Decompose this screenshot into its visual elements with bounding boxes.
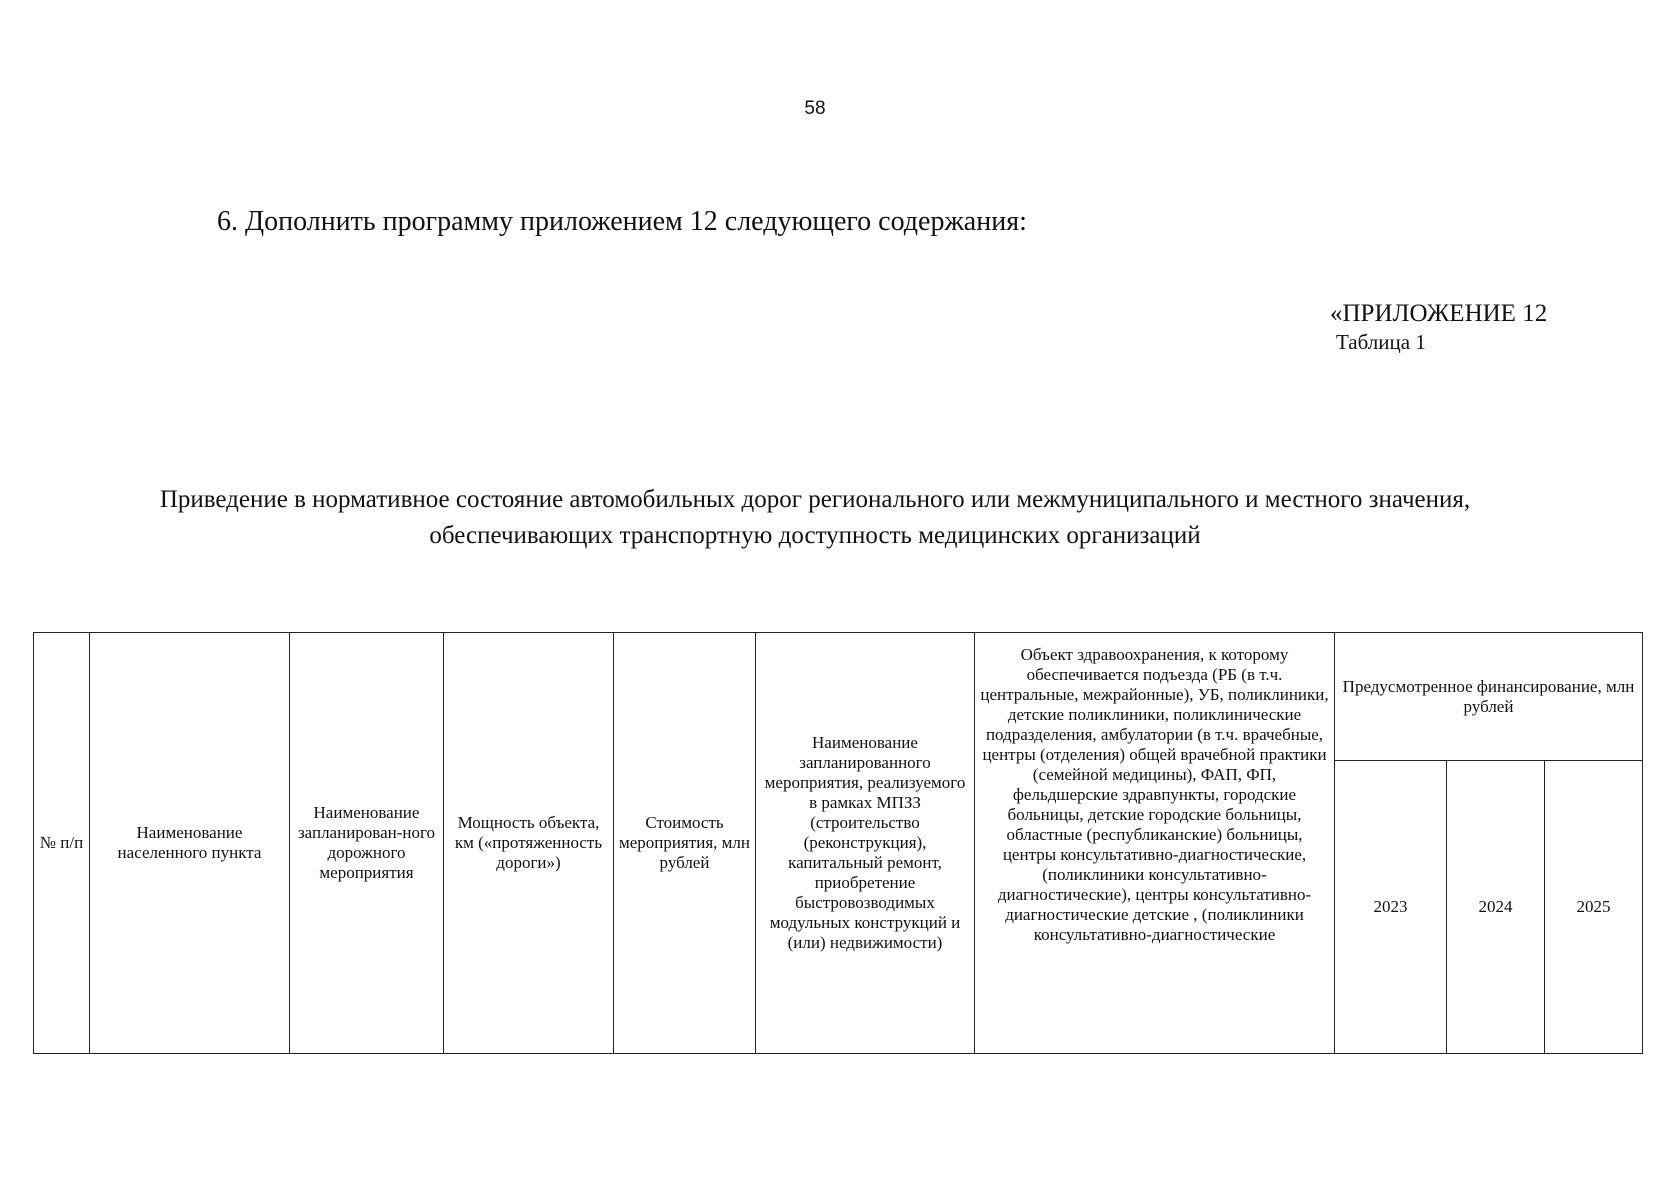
header-year-2023: 2023 [1335, 761, 1447, 1054]
instruction-text: 6. Дополнить программу приложением 12 следующего содержания: [217, 206, 1027, 237]
header-year-2024: 2024 [1447, 761, 1545, 1054]
page-number: 58 [804, 98, 826, 119]
header-capacity: Мощность объекта, км («протяженность дороги») [444, 633, 614, 1054]
appendix-label: «ПРИЛОЖЕНИЕ 12 [1330, 300, 1548, 327]
header-mpzz-event: Наименование запланированного мероприятия, реализуемого в рамках МПЗЗ (строительство (реконструкция), капитальный ремонт, приобретение быстровозводимых модульных конструкций и (или) недвижимости) [756, 633, 975, 1054]
header-health-object: Объект здравоохранения, к которому обеспечивается подъезда (РБ (в т.ч. центральные, межрайонные), УБ, поликлиники, детские поликлиники, поликлинические подразделения, амбулатории (в т.ч. врачебные, центры (отделения) общей врачебной практики (семейной медицины), ФАП, ФП, фельдшерские здравпункты, городские больницы, детские городские больницы, областные (республиканские) больницы, центры консультативно-диагностические, (поликлиники консультативно-диагностические), центры консультативно-диагностические детские , (поликлиники консультативно-диагностические [975, 633, 1335, 1054]
title-line-1: Приведение в нормативное состояние автомобильных дорог регионального или межмуниципального и местного значения, [159, 486, 1471, 513]
appendix-heading [1330, 300, 1547, 356]
header-settlement: Наименование населенного пункта [90, 633, 290, 1054]
header-year-2025: 2025 [1545, 761, 1643, 1054]
table-label: Таблица 1 [1336, 330, 1426, 354]
appendix-table [33, 632, 1643, 1054]
header-financing: Предусмотренное финансирование, млн рублей [1335, 633, 1643, 761]
title-line-2: обеспечивающих транспортную доступность медицинских организаций [429, 522, 1201, 549]
header-number: № п/п [34, 633, 90, 1054]
header-road-event: Наименование запланирован-ного дорожного мероприятия [290, 633, 444, 1054]
document-title [60, 482, 1570, 554]
header-cost: Стоимость мероприятия, млн рублей [614, 633, 756, 1054]
